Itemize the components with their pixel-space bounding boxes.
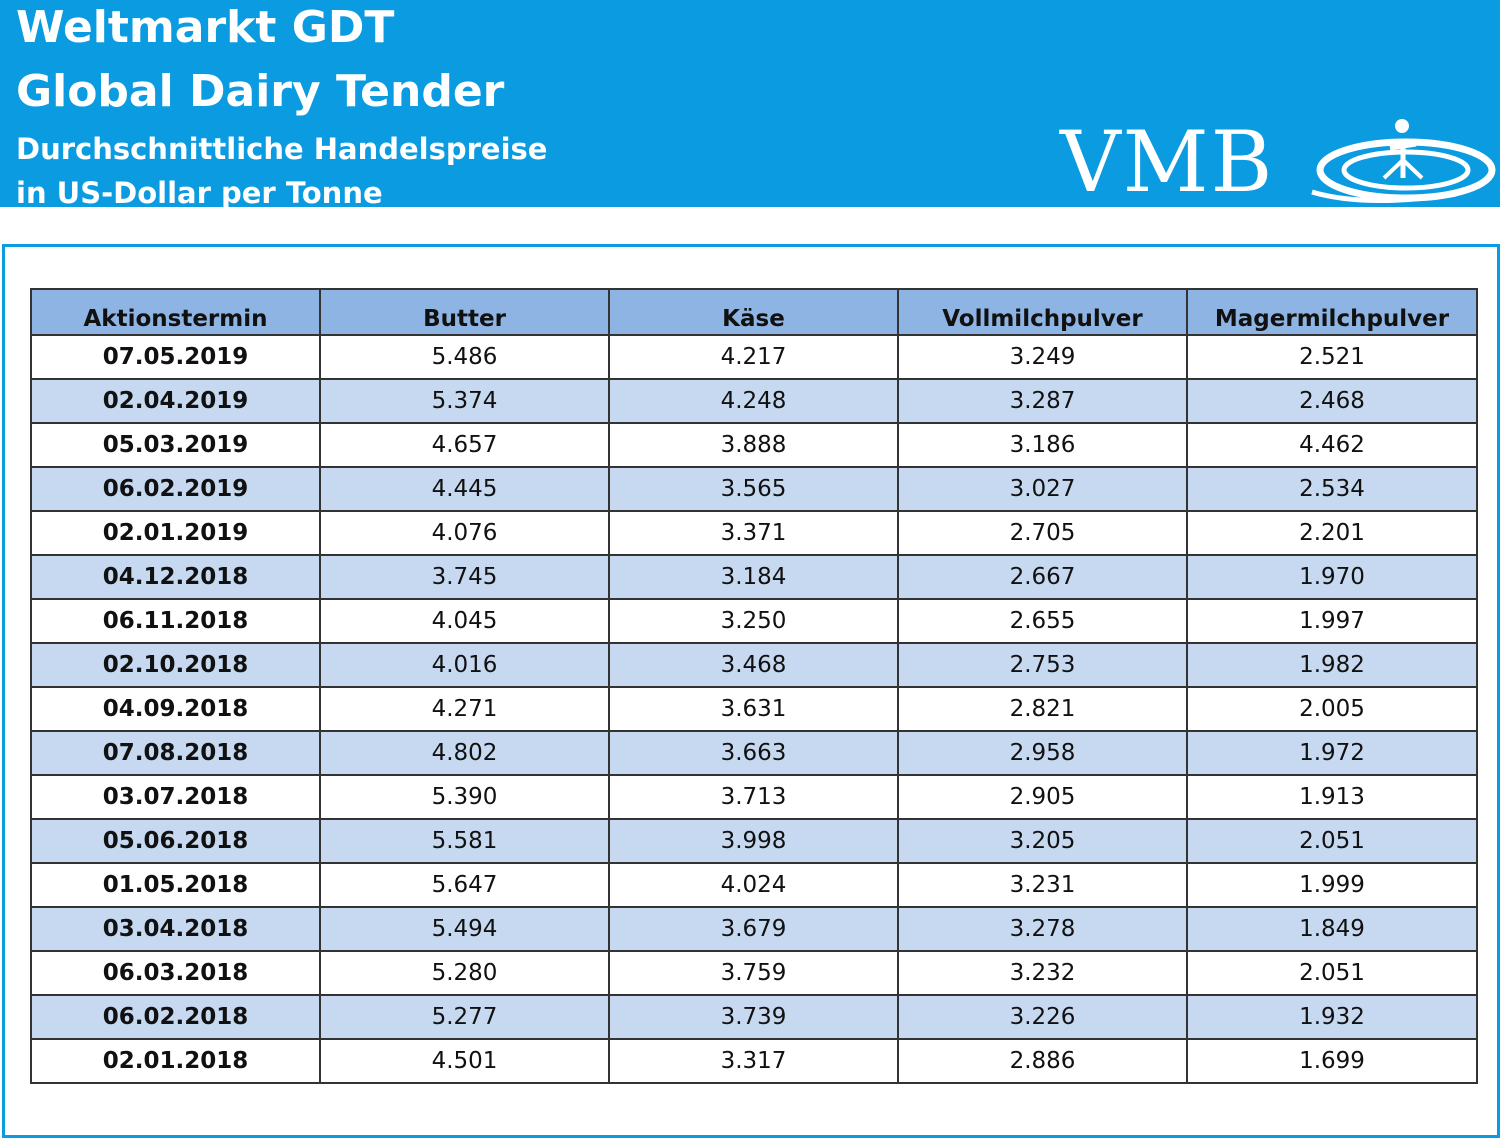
- page-title-secondary: Global Dairy Tender: [16, 66, 505, 117]
- vollmilchpulver-cell: 3.205: [898, 819, 1187, 863]
- table-row: [31, 467, 1477, 511]
- column-header-aktionstermin: Aktionstermin: [31, 289, 320, 335]
- date-cell: 04.12.2018: [31, 555, 320, 599]
- vollmilchpulver-cell: 2.821: [898, 687, 1187, 731]
- column-header-kaese: Käse: [609, 289, 898, 335]
- table-row: [31, 819, 1477, 863]
- vollmilchpulver-cell: 3.231: [898, 863, 1187, 907]
- magermilchpulver-cell: 1.997: [1187, 599, 1477, 643]
- column-header-vollmilchpulver: Vollmilchpulver: [898, 289, 1187, 335]
- table-row: [31, 951, 1477, 995]
- date-cell: 02.10.2018: [31, 643, 320, 687]
- price-table: [30, 288, 1478, 1084]
- magermilchpulver-cell: 2.051: [1187, 819, 1477, 863]
- butter-cell: 4.076: [320, 511, 609, 555]
- vollmilchpulver-cell: 2.905: [898, 775, 1187, 819]
- magermilchpulver-cell: 1.999: [1187, 863, 1477, 907]
- kaese-cell: 3.759: [609, 951, 898, 995]
- table-row: [31, 511, 1477, 555]
- kaese-cell: 3.739: [609, 995, 898, 1039]
- kaese-cell: 3.317: [609, 1039, 898, 1083]
- kaese-cell: 3.184: [609, 555, 898, 599]
- kaese-cell: 3.998: [609, 819, 898, 863]
- magermilchpulver-cell: 1.699: [1187, 1039, 1477, 1083]
- table-row: [31, 643, 1477, 687]
- vollmilchpulver-cell: 2.705: [898, 511, 1187, 555]
- butter-cell: 4.445: [320, 467, 609, 511]
- kaese-cell: 3.371: [609, 511, 898, 555]
- date-cell: 02.04.2019: [31, 379, 320, 423]
- date-cell: 03.07.2018: [31, 775, 320, 819]
- kaese-cell: 4.217: [609, 335, 898, 379]
- date-cell: 05.03.2019: [31, 423, 320, 467]
- table-row: [31, 775, 1477, 819]
- date-cell: 06.03.2018: [31, 951, 320, 995]
- kaese-cell: 3.250: [609, 599, 898, 643]
- date-cell: 06.02.2019: [31, 467, 320, 511]
- butter-cell: 3.745: [320, 555, 609, 599]
- date-cell: 02.01.2018: [31, 1039, 320, 1083]
- vollmilchpulver-cell: 3.278: [898, 907, 1187, 951]
- kaese-cell: 4.248: [609, 379, 898, 423]
- vollmilchpulver-cell: 3.027: [898, 467, 1187, 511]
- kaese-cell: 3.713: [609, 775, 898, 819]
- date-cell: 06.02.2018: [31, 995, 320, 1039]
- vollmilchpulver-cell: 3.249: [898, 335, 1187, 379]
- vollmilchpulver-cell: 3.232: [898, 951, 1187, 995]
- date-cell: 06.11.2018: [31, 599, 320, 643]
- table-panel: [2, 244, 1500, 1138]
- column-header-butter: Butter: [320, 289, 609, 335]
- magermilchpulver-cell: 2.201: [1187, 511, 1477, 555]
- page-title: Weltmarkt GDT: [16, 2, 395, 53]
- butter-cell: 4.657: [320, 423, 609, 467]
- date-cell: 03.04.2018: [31, 907, 320, 951]
- date-cell: 02.01.2019: [31, 511, 320, 555]
- vollmilchpulver-cell: 2.667: [898, 555, 1187, 599]
- magermilchpulver-cell: 2.005: [1187, 687, 1477, 731]
- vmb-logo-text: VMB: [1060, 113, 1275, 211]
- butter-cell: 4.501: [320, 1039, 609, 1083]
- subtitle-line-1: Durchschnittliche Handelspreise: [16, 132, 548, 166]
- table-row: [31, 863, 1477, 907]
- magermilchpulver-cell: 1.982: [1187, 643, 1477, 687]
- magermilchpulver-cell: 1.972: [1187, 731, 1477, 775]
- magermilchpulver-cell: 1.970: [1187, 555, 1477, 599]
- table-row: [31, 687, 1477, 731]
- magermilchpulver-cell: 2.534: [1187, 467, 1477, 511]
- vmb-swoosh-icon: [1306, 112, 1500, 207]
- vollmilchpulver-cell: 2.886: [898, 1039, 1187, 1083]
- vollmilchpulver-cell: 3.186: [898, 423, 1187, 467]
- vollmilchpulver-cell: 2.958: [898, 731, 1187, 775]
- kaese-cell: 3.663: [609, 731, 898, 775]
- magermilchpulver-cell: 1.932: [1187, 995, 1477, 1039]
- table-row: [31, 731, 1477, 775]
- kaese-cell: 3.565: [609, 467, 898, 511]
- butter-cell: 5.647: [320, 863, 609, 907]
- magermilchpulver-cell: 1.849: [1187, 907, 1477, 951]
- table-row: [31, 1039, 1477, 1083]
- table-row: [31, 599, 1477, 643]
- table-row: [31, 995, 1477, 1039]
- kaese-cell: 3.468: [609, 643, 898, 687]
- magermilchpulver-cell: 2.521: [1187, 335, 1477, 379]
- butter-cell: 5.280: [320, 951, 609, 995]
- date-cell: 07.08.2018: [31, 731, 320, 775]
- butter-cell: 4.016: [320, 643, 609, 687]
- magermilchpulver-cell: 4.462: [1187, 423, 1477, 467]
- table-row: [31, 907, 1477, 951]
- table-body: [31, 335, 1477, 1083]
- butter-cell: 5.390: [320, 775, 609, 819]
- vollmilchpulver-cell: 3.226: [898, 995, 1187, 1039]
- kaese-cell: 4.024: [609, 863, 898, 907]
- date-cell: 05.06.2018: [31, 819, 320, 863]
- kaese-cell: 3.631: [609, 687, 898, 731]
- vmb-logo: [1060, 112, 1500, 211]
- table-row: [31, 423, 1477, 467]
- vollmilchpulver-cell: 2.753: [898, 643, 1187, 687]
- column-header-magermilchpulver: Magermilchpulver: [1187, 289, 1477, 335]
- table-header-row: [31, 289, 1477, 335]
- butter-cell: 5.494: [320, 907, 609, 951]
- vollmilchpulver-cell: 3.287: [898, 379, 1187, 423]
- butter-cell: 5.581: [320, 819, 609, 863]
- magermilchpulver-cell: 2.468: [1187, 379, 1477, 423]
- kaese-cell: 3.888: [609, 423, 898, 467]
- date-cell: 04.09.2018: [31, 687, 320, 731]
- table-row: [31, 379, 1477, 423]
- vollmilchpulver-cell: 2.655: [898, 599, 1187, 643]
- kaese-cell: 3.679: [609, 907, 898, 951]
- butter-cell: 4.802: [320, 731, 609, 775]
- butter-cell: 4.271: [320, 687, 609, 731]
- magermilchpulver-cell: 2.051: [1187, 951, 1477, 995]
- header-banner: [0, 0, 1500, 211]
- table-row: [31, 555, 1477, 599]
- date-cell: 07.05.2019: [31, 335, 320, 379]
- date-cell: 01.05.2018: [31, 863, 320, 907]
- butter-cell: 5.374: [320, 379, 609, 423]
- butter-cell: 5.277: [320, 995, 609, 1039]
- butter-cell: 4.045: [320, 599, 609, 643]
- butter-cell: 5.486: [320, 335, 609, 379]
- magermilchpulver-cell: 1.913: [1187, 775, 1477, 819]
- table-row: [31, 335, 1477, 379]
- subtitle-line-2: in US-Dollar per Tonne: [16, 176, 383, 210]
